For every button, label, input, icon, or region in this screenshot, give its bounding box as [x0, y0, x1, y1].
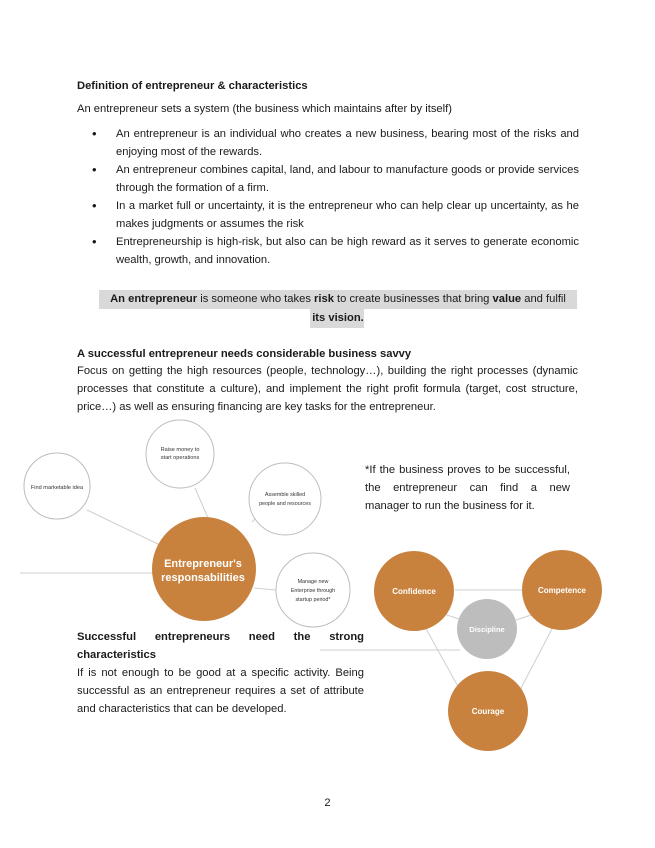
list-item: • An entrepreneur combines capital, land, and labour to manufacture goods or provide services through the formation of a firm. — [92, 161, 579, 197]
page-number: 2 — [324, 797, 331, 809]
definition-part: is someone who takes — [197, 293, 315, 305]
assemble-circle — [249, 463, 321, 535]
assemble-label: people and resources — [259, 501, 311, 507]
connector-line — [520, 627, 553, 690]
definition-keyword-vision: its vision. — [312, 312, 364, 324]
list-item: • In a market full or uncertainty, it is the entrepreneur who can help clear up uncertainty, as he makes judgments or assumes the risk — [92, 197, 579, 233]
manage-label: Manage new — [297, 579, 329, 585]
section-title-definition: Definition of entrepreneur & characteristics — [77, 80, 308, 92]
definition-keyword-value: value — [492, 293, 522, 305]
center-label: Entrepreneur's — [164, 558, 242, 570]
courage-label: Courage — [471, 707, 505, 716]
competence-label: Competence — [537, 586, 587, 595]
definition-part: to create businesses that bring — [333, 293, 493, 305]
raise-money-label: Raise money to — [160, 447, 200, 453]
center-label: responsabilities — [161, 572, 245, 584]
raise-money-circle — [146, 420, 214, 488]
assemble-label: Assemble skilled — [264, 492, 306, 498]
intro-text: An entrepreneur sets a system (the business which maintains after by itself) — [77, 103, 452, 115]
raise-money-label: start operations — [160, 455, 200, 461]
connector-line — [87, 510, 160, 545]
section-title-characteristics: Successful entrepreneurs need the strong characteristics — [77, 631, 364, 661]
manage-label: Enterprise through — [290, 588, 336, 594]
definition-part: and fulfil — [521, 293, 566, 305]
connector-line — [425, 627, 460, 690]
characteristics-body: If is not enough to be good at a specific activity. Being successful as an entrepreneur requires a set of attribute and characteristics that can be developed. — [77, 667, 364, 715]
connector-line — [254, 588, 276, 590]
confidence-label: Confidence — [392, 587, 436, 596]
connector-line — [195, 488, 208, 518]
list-item: • Entrepreneurship is high-risk, but also can be high reward as it serves to generate economic wealth, growth, and innovation. — [92, 233, 579, 269]
note-text: *If the business proves to be successful, the entrepreneur can find a new manager to run the business for it. — [365, 464, 570, 512]
section-title-savvy: A successful entrepreneur needs considerable business savvy — [77, 348, 412, 360]
list-item: • An entrepreneur is an individual who creates a new business, bearing most of the risks and enjoying most of the rewards. — [92, 125, 579, 161]
definition-keyword-risk: risk — [314, 293, 334, 305]
discipline-label: Discipline — [469, 625, 505, 634]
find-idea-label: Find marketable idea — [30, 485, 84, 491]
savvy-body: Focus on getting the high resources (people, technology…), building the right processes (dynamic processes that constitute a culture), and implement the right profit formula (target, cost structure, price…) as well as ensuring financing are key tasks for the entrepreneur. — [77, 365, 578, 413]
definition-term: An entrepreneur — [110, 293, 198, 305]
manage-label: startup period* — [295, 597, 331, 603]
